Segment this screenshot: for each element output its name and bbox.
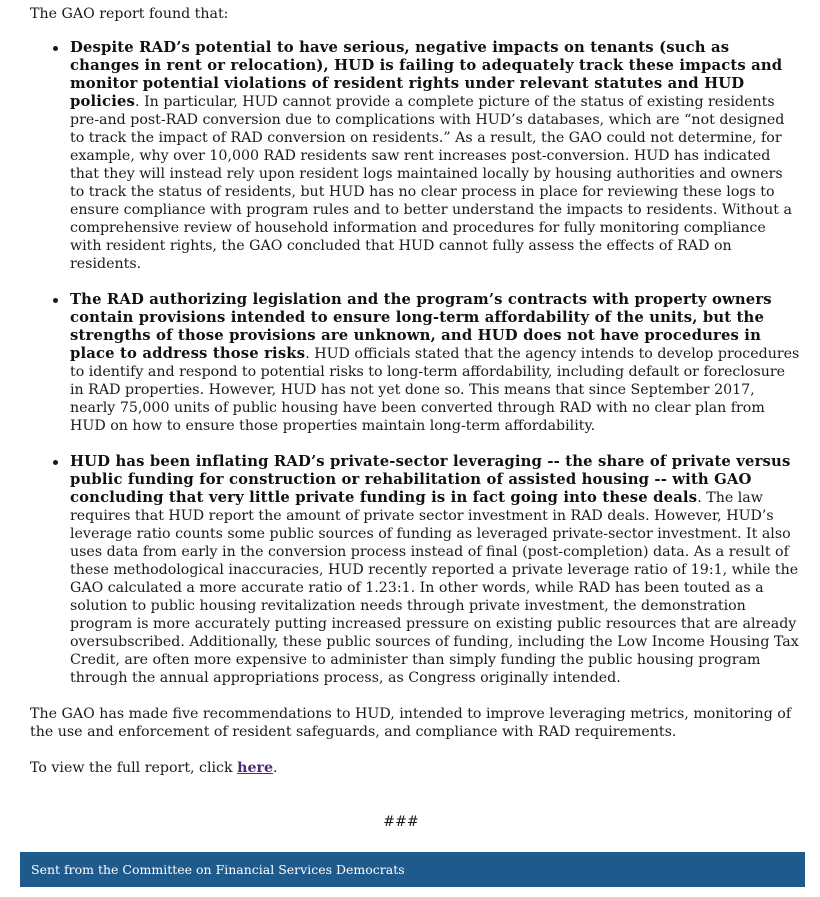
finding-lead: The RAD authorizing legislation and the program’s contracts with property owners contain provisions intended to ensure long-term affordability of the units, but the strengths of those provisions are unknown, and HUD does not have procedures in place to address those risks	[70, 291, 772, 362]
recommendations-text: The GAO has made five recommendations to HUD, intended to improve leveraging metrics, monitoring of the use and enforcement of resident safeguards, and compliance with RAD requirements.	[30, 706, 792, 740]
footer-text: Sent from the Committee on Financial Services Democrats	[31, 862, 405, 877]
closing-marks: ###	[383, 814, 419, 830]
findings-list	[30, 39, 800, 687]
finding-lead-end: .	[697, 490, 702, 506]
finding-body: The law requires that HUD report the amount of private sector investment in RAD deals. However, HUD’s leverage ratio counts some public sources of funding as leveraged private-sector investment. It also uses data from early in the conversion process instead of final (post-completion) data. As a result of these methodological inaccuracies, HUD recently reported a private leverage ratio of 19:1, while the GAO calculated a more accurate ratio of 1.23:1. In other words, while RAD has been touted as a solution to public housing revitalization needs through private investment, the demonstration program is more accurately putting increased pressure on existing public resources that are already oversubscribed. Additionally, these public sources of funding, including the Low Income Housing Tax Credit, are often more expensive to administer than simply funding the public housing program through the annual appropriations process, as Congress originally intended.	[70, 490, 799, 686]
finding-lead-end: .	[135, 94, 140, 110]
intro-text: The GAO report found that:	[30, 6, 229, 22]
footer-bar	[20, 852, 805, 887]
email-body	[30, 5, 800, 831]
finding-body: HUD officials stated that the agency intends to develop procedures to identify and respond to potential risks to long-term affordability, including default or foreclosure in RAD properties. However, HUD has not yet done so. This means that since September 2017, nearly 75,000 units of public housing have been converted through RAD with no clear plan from HUD on how to ensure those properties maintain long-term affordability.	[70, 346, 800, 434]
report-link[interactable]: here	[237, 760, 273, 776]
view-report-line	[30, 759, 800, 777]
finding-body: In particular, HUD cannot provide a complete picture of the status of existing residents pre-and post-RAD conversion due to complications with HUD’s databases, which are “not designed to track the impact of RAD conversion on residents.” As a result, the GAO could not determine, for example, why over 10,000 RAD residents saw rent increases post-conversion. HUD has indicated that they will instead rely upon resident logs maintained locally by housing authorities and owners to track the status of residents, but HUD has no clear process in place for reviewing these logs to ensure compliance with program rules and to better understand the impacts to residents. Without a comprehensive review of household information and procedures for fully monitoring compliance with resident rights, the GAO concluded that HUD cannot fully assess the effects of RAD on residents.	[70, 94, 792, 272]
finding-lead: HUD has been inflating RAD’s private-sector leveraging -- the share of private versus public funding for construction or rehabilitation of assisted housing -- with GAO concluding that very little private funding is in fact going into these deals	[70, 453, 791, 506]
finding-item	[70, 39, 800, 273]
finding-item	[70, 453, 800, 687]
finding-lead: Despite RAD’s potential to have serious, negative impacts on tenants (such as changes in rent or relocation), HUD is failing to adequately track these impacts and monitor potential violations of resident rights under relevant statutes and HUD policies	[70, 39, 783, 110]
finding-item	[70, 291, 800, 435]
paragraph-gap	[30, 741, 800, 759]
view-report-prefix: To view the full report, click	[30, 760, 238, 776]
view-report-suffix: .	[272, 760, 278, 776]
finding-lead-end: .	[305, 346, 310, 362]
